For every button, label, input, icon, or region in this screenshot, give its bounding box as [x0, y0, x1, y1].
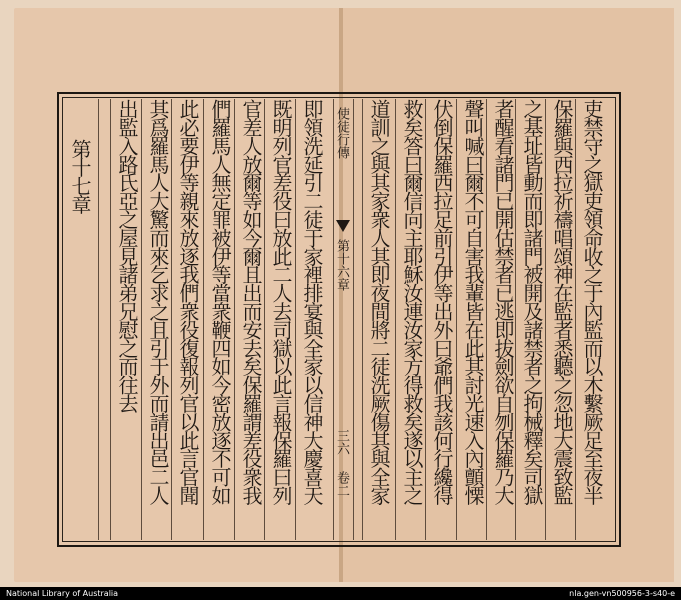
footer-bar: [0, 587, 681, 600]
text-column: 此必要伊等親來放逐我們衆役復報列官以此言官聞: [176, 99, 200, 504]
center-rule: [353, 99, 354, 540]
column-rule: [264, 99, 265, 540]
column-rule: [234, 99, 235, 540]
column-rule: [203, 99, 204, 540]
text-column: 保羅與西拉祈禱唱頌神在監者悉聽之忽地大震致監: [550, 99, 574, 504]
text-column: 道訓之與其家衆人其即夜間將二徒洗厥傷其與全家: [367, 99, 391, 504]
column-rule: [545, 99, 546, 540]
text-column: 其爲羅馬人大驚而來乞求之且引于外而請出邑二人: [146, 99, 170, 504]
text-column: 官差人放爾等如今爾且出而安去矣保羅謂差役衆我: [239, 99, 263, 504]
column-rule: [295, 99, 296, 540]
column-rule: [98, 99, 99, 540]
column-rule: [486, 99, 487, 540]
column-rule: [171, 99, 172, 540]
library-credit: National Library of Australia: [6, 589, 119, 598]
text-column: 吏禁守之獄吏領命收之于內監而以木繫厥足至夜半: [580, 99, 604, 504]
volume-label: 卷二: [334, 471, 349, 497]
text-column: 聲叫喊曰爾不可自害我輩皆在此其討光速入內顫慄: [461, 99, 485, 504]
text-column: 救矣答曰爾信向主耶穌汝連汝家方得救矣遂以主之: [400, 99, 424, 504]
column-rule: [141, 99, 142, 540]
column-rule: [425, 99, 426, 540]
column-rule: [362, 99, 363, 540]
column-rule: [575, 99, 576, 540]
column-rule: [395, 99, 396, 540]
text-column: 之基址皆動而即諸門被開及諸禁者之拘械釋矣司獄: [520, 99, 544, 504]
column-rule: [110, 99, 111, 540]
chapter-heading: 第十七章: [68, 139, 92, 213]
text-column: 出監入路氏亞之屋見諸弟兄慰之而往去: [115, 99, 139, 412]
chapter-label: 第十六章: [334, 239, 349, 291]
text-column: 既明列官差役曰放此二人去司獄以此言報保羅曰列: [269, 99, 293, 504]
column-rule: [515, 99, 516, 540]
folio-number: 三六: [334, 429, 349, 455]
text-column: 即領洗延引二徒于家裡排宴與全家以信神大慶喜天: [300, 99, 324, 504]
text-column: 伏倒保羅西拉足前引伊等出外曰爺們我該何行纔得: [430, 99, 454, 504]
text-column: 者醒看諸門已開估禁者已逃即拔劍欲自刎保羅乃大: [491, 99, 515, 504]
item-identifier: nla.gen-vn500956-3-s40-e: [569, 589, 675, 598]
book-title: 使徒行傳: [334, 107, 349, 159]
text-column: 們羅馬人無定罪被伊等當衆鞭四如今密放逐不可如: [208, 99, 232, 504]
center-column: [335, 99, 351, 540]
column-rule: [456, 99, 457, 540]
